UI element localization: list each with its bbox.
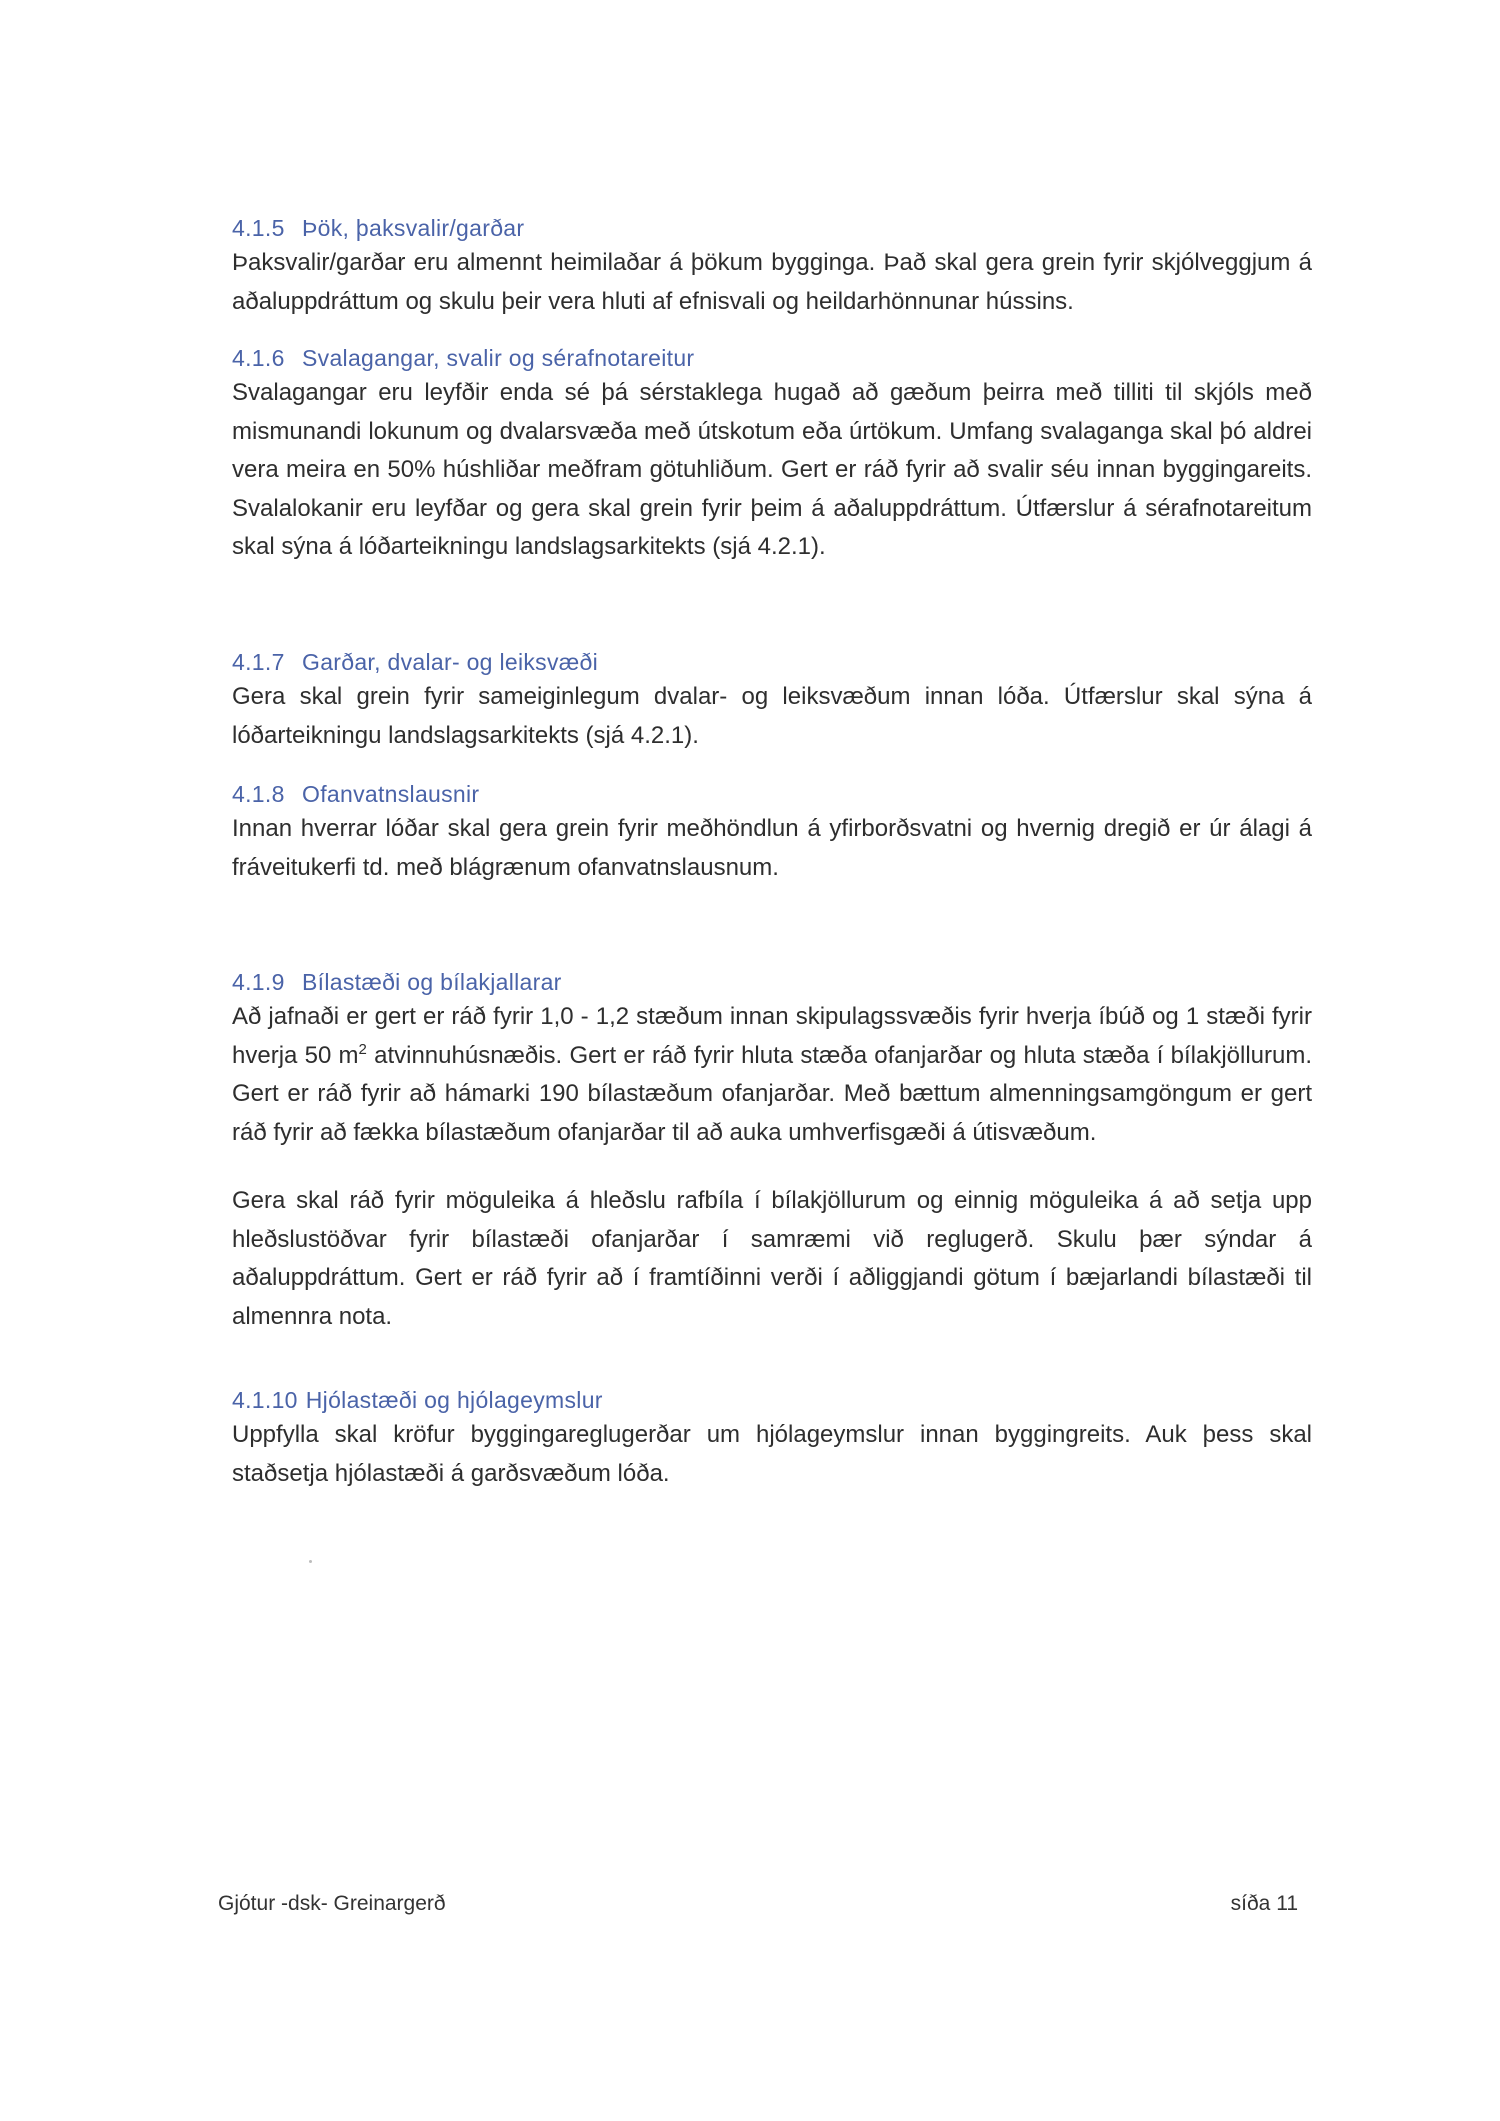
paragraph-text: Að jafnaði er gert er ráð fyrir 1,0 - 1,2 stæðum innan skipulagssvæðis fyrir hverja íbúð og 1 stæði fyrir hverja 50 m [232,1003,1312,1069]
section-title: Hjólastæði og hjólageymslur [305,1387,603,1413]
section-title: Garðar, dvalar- og leiksvæði [302,649,599,675]
section-heading [232,342,1312,374]
section-title: Þök, þaksvalir/garðar [302,215,525,241]
section-4-1-8 [232,778,1312,887]
section-heading [232,778,1312,810]
section-number: 4.1.6 [232,345,285,371]
section-number: 4.1.10 [232,1387,298,1413]
section-title: Bílastæði og bílakjallarar [302,969,562,995]
section-number: 4.1.9 [232,969,285,995]
section-heading [232,966,1312,998]
section-paragraph: Gera skal grein fyrir sameiginlegum dvalar- og leiksvæðum innan lóða. Útfærslur skal sýna á lóðarteikningu landslagsarkitekts (sjá 4.2.1). [232,683,1312,749]
section-title: Ofanvatnslausnir [302,781,480,807]
section-title: Svalagangar, svalir og sérafnotareitur [302,345,695,371]
section-heading [232,1384,1312,1416]
section-4-1-5 [232,212,1312,321]
section-number: 4.1.8 [232,781,285,807]
footer-page-number: síða 11 [1230,1892,1298,1915]
section-paragraph: Uppfylla skal kröfur byggingareglugerðar um hjólageymslur innan byggingreits. Auk þess skal staðsetja hjólastæði á garðsvæðum lóða. [232,1421,1312,1487]
footer-document-title: Gjótur -dsk- Greinargerð [218,1892,446,1915]
section-heading [232,212,1312,244]
section-4-1-9 [232,966,1312,1336]
section-paragraph: Þaksvalir/garðar eru almennt heimilaðar á þökum bygginga. Það skal gera grein fyrir skjólveggjum á aðaluppdráttum og skulu þeir vera hluti af efnisvali og heildarhönnunar hússins. [232,249,1312,315]
section-number: 4.1.7 [232,649,285,675]
section-4-1-7 [232,646,1312,755]
section-heading [232,646,1312,678]
superscript: 2 [358,1040,367,1058]
section-paragraph: Innan hverrar lóðar skal gera grein fyrir meðhöndlun á yfirborðsvatni og hvernig dregið er úr álagi á fráveitukerfi td. með blágrænum ofanvatnslausnum. [232,815,1312,881]
paragraph-text: atvinnuhúsnæðis. Gert er ráð fyrir hluta stæða ofanjarðar og hluta stæða í bílakjöllurum. Gert er ráð fyrir að hámarki 190 bílastæðum ofanjarðar. Með bættum almenningsamgöngum er gert ráð fyrir að fækka bílastæðum ofanjarðar til að auka umhverfisgæði á útisvæðum. [232,1041,1313,1146]
section-4-1-10 [232,1384,1312,1493]
section-paragraph [232,998,1312,1152]
section-paragraph: Gera skal ráð fyrir möguleika á hleðslu rafbíla í bílakjöllurum og einnig möguleika á að setja upp hleðslustöðvar fyrir bílastæði ofanjarðar í samræmi við reglugerð. Skulu þær sýndar á aðaluppdráttum. Gert er ráð fyrir að í framtíðinni verði í aðliggjandi götum í bæjarlandi bílastæði til almennra nota. [232,1187,1312,1330]
section-paragraph: Svalagangar eru leyfðir enda sé þá sérstaklega hugað að gæðum þeirra með tilliti til skjóls með mismunandi lokunum og dvalarsvæða með útskotum eða úrtökum. Umfang svalaganga skal þó aldrei vera meira en 50% húshliðar meðfram götuhliðum. Gert er ráð fyrir að svalir séu innan byggingareits. Svalalokanir eru leyfðar og gera skal grein fyrir þeim á aðaluppdráttum. Útfærslur á sérafnotareitum skal sýna á lóðarteikningu landslagsarkitekts (sjá 4.2.1). [232,379,1312,560]
scan-speck [309,1560,312,1563]
section-number: 4.1.5 [232,215,285,241]
section-4-1-6 [232,342,1312,567]
